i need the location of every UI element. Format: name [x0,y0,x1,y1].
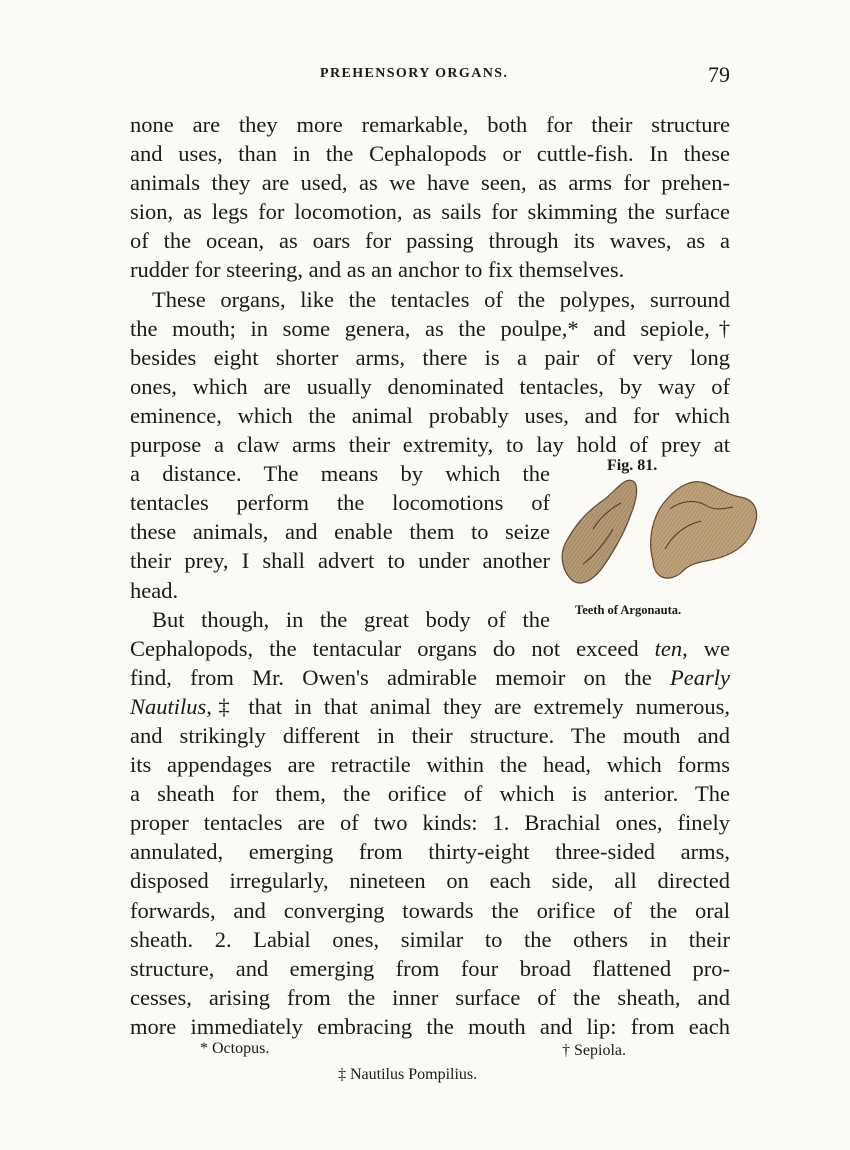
page-header [130,62,730,90]
text-line: sion, as legs for locomotion, as sails for skimming the surface [130,199,730,225]
figure-label: Fig. 81. [607,457,658,474]
text-run: ‡ that in that animal they are extremely numerous, [211,693,730,719]
text-line: rudder for steering, and as an anchor to fix themselves. [130,257,625,283]
text-run: we [687,635,730,661]
text-line: purpose a claw arms their extremity, to lay hold of prey at [130,432,730,458]
paragraph-1 [130,110,730,285]
text-line [130,634,730,663]
text-line: disposed irregularly, nineteen on each side, all directed [130,868,730,894]
italic-run: Pearly [670,664,730,690]
text-line: and strikingly different in their structure. The mouth and [130,722,730,748]
text-line: the mouth; in some genera, as the poulpe,* and sepiole,† [130,315,730,341]
footnote-sepiola: † Sepiola. [562,1042,626,1059]
text-line: proper tentacles are of two kinds: 1. Brachial ones, finely [130,810,730,836]
italic-run: ten, [654,635,688,661]
text-line [130,692,730,721]
text-line: But though, in the great body of the [152,606,550,632]
text-line: cesses, arising from the inner surface of the sheath, and [130,984,730,1010]
text-line: and uses, than in the Cephalopods or cuttle-fish. In these [130,141,730,167]
text-line: a sheath for them, the orifice of which is anterior. The [130,781,730,807]
text-line: these animals, and enable them to seize [130,519,550,545]
text-line: their prey, I shall advert to under another [130,548,550,574]
text-line: head. [130,577,179,603]
text-run: Cephalopods, the tentacular organs do not exceed [130,635,655,661]
text-line: besides eight shorter arms, there is a pair of very long [130,344,730,370]
argonauta-teeth-engraving [555,469,765,609]
text-line: forwards, and converging towards the orifice of the oral [130,897,730,923]
text-line: none are they more remarkable, both for their structure [130,112,730,137]
text-line: of the ocean, as oars for passing through its waves, as a [130,228,730,254]
page-number: 79 [708,62,730,87]
text-line: structure, and emerging from four broad flattened pro- [130,955,730,981]
paragraph-3 [130,605,730,1041]
text-line: eminence, which the animal probably uses, and for which [130,402,730,428]
text-line: tentacles perform the locomotions of [130,490,550,516]
figure-caption: Teeth of Argonauta. [575,603,682,617]
text-line: a distance. The means by which the [130,461,550,487]
footnote-octopus: * Octopus. [200,1040,270,1057]
text-line: animals they are used, as we have seen, as arms for prehen- [130,170,730,196]
text-line: more immediately embracing the mouth and lip: from each [130,1013,730,1039]
text-line: sheath. 2. Labial ones, similar to the others in their [130,926,730,952]
italic-run: Nautilus, [130,693,212,719]
figure-81 [555,455,765,625]
text-line [130,663,730,692]
running-head: PREHENSORY ORGANS. [320,66,509,81]
text-run: find, from Mr. Owen's admirable memoir on the [130,664,671,690]
text-line: ones, which are usually denominated tentacles, by way of [130,373,730,399]
text-line: its appendages are retractile within the head, which forms [130,752,730,778]
footnote-nautilus: ‡ Nautilus Pompilius. [338,1066,478,1083]
text-line: These organs, like the tentacles of the polypes, surround [152,286,730,312]
text-line: annulated, emerging from thirty-eight three-sided arms, [130,839,730,865]
